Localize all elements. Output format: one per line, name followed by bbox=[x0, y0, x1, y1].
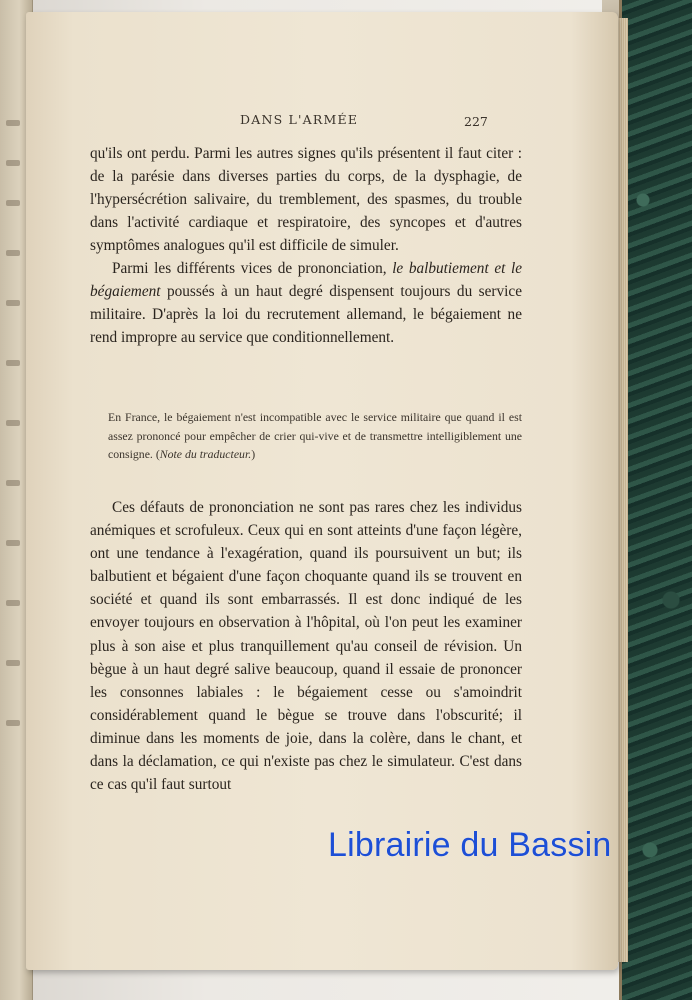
paragraph-3: Ces défauts de prononciation ne sont pas rares chez les individus anémiques et scrofuleux. Ceux qui en sont atteints d'une façon légère, ont une tendance à l'exagération, quand ils poursuivent un but; ils balbutient et bégaient d'une façon choquante quand ils se trouvent en société et quand ils sont embarrassés. Il est donc indiqué de les envoyer toujours en observation à l'hôpital, où l'on peut les examiner plus à son aise et plus tranquillement qu'au conseil de révision. Un bègue à un haut degré salive beaucoup, quand il essaie de prononcer les consonnes labiales : le bégaiement cesse ou s'amoindrit considérablement quand le bègue se trouve dans l'obscurité; il diminue dans les moments de joie, dans la colère, dans le chant, et dans la déclamation, ce qui n'existe pas chez le simulateur. C'est dans ce cas qu'il faut surtout bbox=[90, 499, 522, 794]
main-text-bottom bbox=[90, 496, 522, 796]
page-number: 227 bbox=[464, 114, 488, 129]
translator-note: En France, le bégaiement n'est incompatible avec le service militaire que quand il est assez prononcé pour empêcher de crier qui-vive et de transmettre intelligiblement une consigne. (Note du traducteur.) bbox=[108, 410, 522, 461]
paragraph-1: qu'ils ont perdu. Parmi les autres signes qu'ils présentent il faut citer : de la parésie dans diverses parties du corps, de la dysphagie, de l'hypersécrétion salivaire, du tremblement, des spasmes, du trouble dans l'activité cardiaque et respiratoire, des syncopes et d'autres symptômes analogues qu'il est difficile de simuler. bbox=[90, 145, 522, 254]
seller-watermark: Librairie du Bassin bbox=[328, 826, 612, 864]
running-title: DANS L'ARMÉE bbox=[240, 112, 359, 127]
page-block-edge bbox=[618, 18, 628, 962]
note-attribution: Note du traducteur. bbox=[159, 447, 252, 461]
main-text-top bbox=[90, 142, 522, 349]
paragraph-2: Parmi les différents vices de prononciation, le balbutiement et le bégaiement poussés à un haut degré dispensent toujours du service militaire. D'après la loi du recrutement allemand, le bégaiement ne rend impropre au service que conditionnellement. bbox=[90, 260, 523, 346]
marbled-cover bbox=[619, 0, 692, 1000]
italic-term: le balbutiement et le bégaiement bbox=[90, 260, 523, 300]
